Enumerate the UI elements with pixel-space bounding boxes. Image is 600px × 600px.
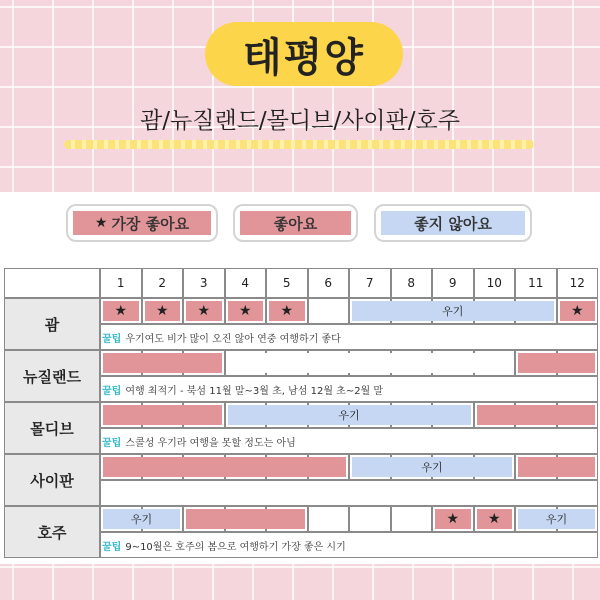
header-corner xyxy=(4,268,100,298)
star-icon: ★ xyxy=(435,509,471,529)
tip-tag: 꿀팁 xyxy=(102,333,122,345)
star-icon: ★ xyxy=(103,301,139,321)
country-label: 몰디브 xyxy=(4,402,100,454)
star-icon: ★ xyxy=(228,301,264,321)
star-icon: ★ xyxy=(269,301,305,321)
season-bar-none xyxy=(228,353,513,373)
star-icon: ★ xyxy=(94,215,108,231)
season-bar-bad: 우기 xyxy=(228,405,471,425)
tip-content: 스콜성 우기라 여행을 못할 정도는 아님 xyxy=(125,437,296,449)
legend xyxy=(0,192,600,254)
star-icon: ★ xyxy=(145,301,181,321)
season-bar-good xyxy=(518,457,595,477)
season-bar-good xyxy=(103,405,222,425)
season-bar-good xyxy=(103,457,346,477)
tip-text xyxy=(102,432,296,450)
season-bar-bad: 우기 xyxy=(518,509,595,529)
tip-text xyxy=(102,328,341,346)
season-bar-bad: 우기 xyxy=(103,509,180,529)
legend-good xyxy=(233,204,358,242)
month-header: 1 xyxy=(100,268,142,298)
tip-content: 우기여도 비가 많이 오진 않아 연중 여행하기 좋다 xyxy=(125,333,341,345)
month-header: 7 xyxy=(349,268,391,298)
page-subtitle: 괌/뉴질랜드/몰디브/사이판/호주 xyxy=(140,108,460,134)
legend-best xyxy=(66,204,218,242)
bottom-grid-strip xyxy=(0,564,600,600)
month-header: 10 xyxy=(474,268,516,298)
country-label: 호주 xyxy=(4,506,100,558)
season-bar-none xyxy=(311,301,347,321)
legend-good-label: 좋아요 xyxy=(273,214,318,233)
tip-text xyxy=(102,536,346,554)
month-header: 8 xyxy=(391,268,433,298)
header xyxy=(0,0,600,190)
month-header: 3 xyxy=(183,268,225,298)
star-icon: ★ xyxy=(186,301,222,321)
season-bar-good xyxy=(477,405,596,425)
legend-bad-label: 좋지 않아요 xyxy=(414,214,492,233)
tip-tag: 꿀팁 xyxy=(102,437,122,449)
tip-content: 여행 최적기 - 북섬 11월 말~3월 초, 남섬 12월 초~2월 말 xyxy=(125,385,384,397)
month-header: 2 xyxy=(142,268,184,298)
country-label: 뉴질랜드 xyxy=(4,350,100,402)
season-bar-none xyxy=(352,509,388,529)
tip-content: 9~10월은 호주의 봄으로 여행하기 가장 좋은 시기 xyxy=(125,541,346,553)
season-bar-good xyxy=(103,353,222,373)
season-bar-none xyxy=(311,509,347,529)
country-label: 괌 xyxy=(4,298,100,350)
legend-bad xyxy=(374,204,532,242)
month-header: 5 xyxy=(266,268,308,298)
tip-tag: 꿀팁 xyxy=(102,385,122,397)
month-header: 11 xyxy=(515,268,557,298)
tip-text xyxy=(102,380,383,398)
country-label: 사이판 xyxy=(4,454,100,506)
tip-tag: 꿀팁 xyxy=(102,541,122,553)
month-header: 6 xyxy=(308,268,350,298)
legend-best-label: 가장 좋아요 xyxy=(111,214,190,233)
season-table xyxy=(0,268,600,568)
month-header: 4 xyxy=(225,268,267,298)
season-bar-bad: 우기 xyxy=(352,301,554,321)
season-bar-none xyxy=(394,509,430,529)
season-bar-good xyxy=(518,353,595,373)
calendar-panel xyxy=(0,192,600,564)
page-title: 태평양 xyxy=(205,22,403,86)
tip-row xyxy=(100,480,598,506)
season-bar-bad: 우기 xyxy=(352,457,512,477)
month-header: 12 xyxy=(557,268,599,298)
season-bar-good xyxy=(186,509,305,529)
star-icon: ★ xyxy=(560,301,596,321)
month-header: 9 xyxy=(432,268,474,298)
star-icon: ★ xyxy=(477,509,513,529)
subtitle-underline xyxy=(64,140,534,149)
